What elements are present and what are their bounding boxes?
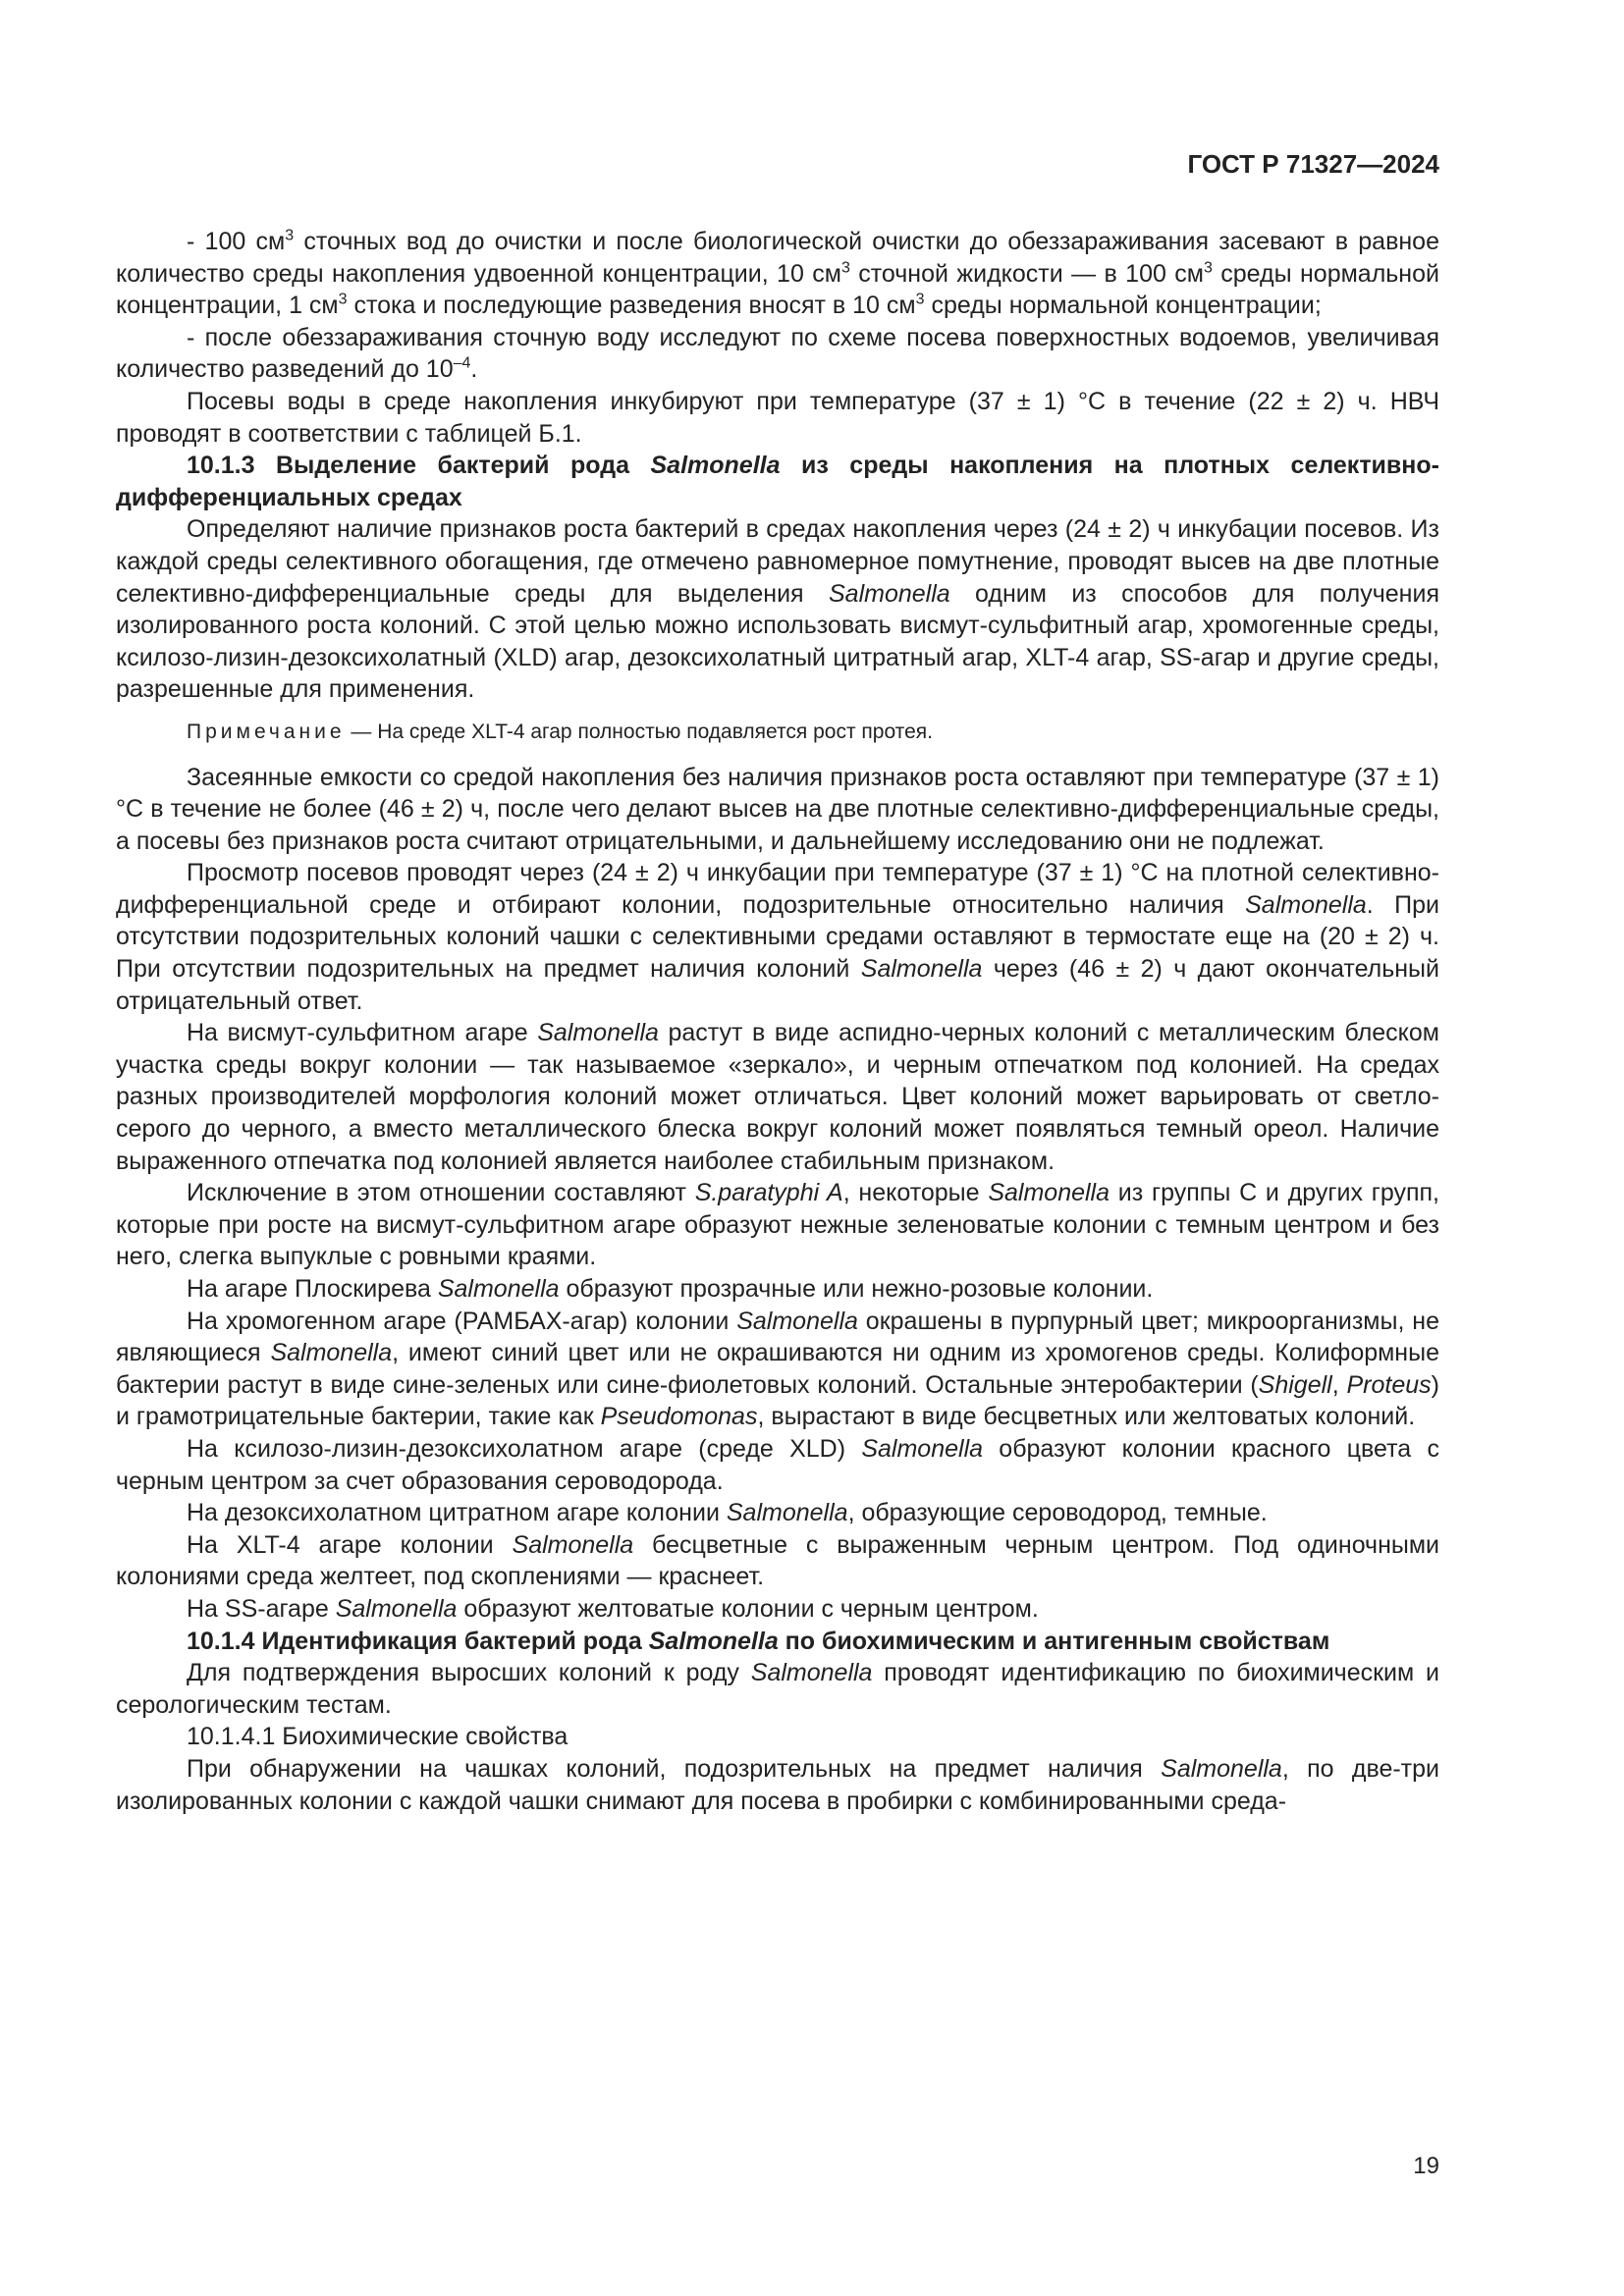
page-body	[116, 226, 1439, 1817]
standard-header: ГОСТ Р 71327—2024	[1187, 149, 1439, 179]
paragraph-after-disinfection: - после обеззараживания сточную воду исследуют по схеме посева поверхностных водоемов, увеличивая количество разведений до $10^{-4}$.	[116, 323, 1439, 384]
paragraph-xld-agar: На ксилозо-лизин-дезоксихолатном агаре (среде XLD) Salmonella образуют колонии красного цвета с черным центром за счет образования сероводорода.	[116, 1434, 1439, 1495]
paragraph-ploskirev-agar: На агаре Плоскирева Salmonella образуют прозрачные или нежно-розовые колонии.	[187, 1275, 1154, 1303]
paragraph-identification: Для подтверждения выросших колоний к роду Salmonella проводят идентификацию по биохимическим и серологическим тестам.	[116, 1659, 1440, 1719]
paragraph-xlt4-agar: На XLT-4 агаре колонии Salmonella бесцветные с выраженным черным центром. Под одиночными колониями среда желтеет, под скоплениями — краснеет.	[116, 1530, 1439, 1591]
section-heading-10-1-4: 10.1.4 Идентификация бактерий рода Salmonella по биохимическим и антигенным свойствам	[187, 1627, 1330, 1655]
paragraph-chromogenic-agar: На хромогенном агаре (РАМБАХ-агар) колонии Salmonella окрашены в пурпурный цвет; микроорганизмы, не являющиеся Salmonella, имеют синий цвет или не окрашиваются ни одним из хромогенов среды. Колиформные бактерии растут в виде сине-зеленых или сине-фиолетовых колоний. Остальные энтеробактерии (Shigell, Proteus) и грамотрицательные бактерии, такие как Pseudomonas, вырастают в виде бесцветных или желтоватых колоний.	[116, 1307, 1439, 1431]
section-heading-10-1-3: 10.1.3 Выделение бактерий рода Salmonella из среды накопления на плотных селективно-дифференциальных средах	[116, 452, 1439, 511]
paragraph-selective-media: Определяют наличие признаков роста бактерий в средах накопления через (24 ± 2) ч инкубации посевов. Из каждой среды селективного обогащения, где отмечено равномерное помутнение, проводят высев на две плотные селективно-дифференциальные среды для выделения Salmonella одним из способов для получения изолированного роста колоний. С этой целью можно использовать висмут-сульфитный агар, хромогенные среды, ксилозо-лизин-дезоксихолатный (XLD) агар, дезоксихолатный цитратный агар, XLT-4 агар, SS-агар и другие среды, разрешенные для применения.	[116, 515, 1439, 704]
paragraph-deoxycholate-agar: На дезоксихолатном цитратном агаре колонии Salmonella, образующие сероводород, темные.	[187, 1499, 1268, 1527]
note-xlt4: Примечание — На среде XLT-4 агар полностью подавляется рост протея.	[187, 720, 933, 743]
paragraph-ss-agar: На SS-агаре Salmonella образуют желтоватые колонии с черным центром.	[187, 1594, 1039, 1623]
paragraph-no-growth: Засеянные емкости со средой накопления без наличия признаков роста оставляют при температуре (37 ± 1) °С в течение не более (46 ± 2) ч, после чего делают высев на две плотные селективно-дифференциальные среды, а посевы без признаков роста считают отрицательными, и дальнейшему исследованию они не подлежат.	[116, 763, 1439, 855]
paragraph-review-cultures: Просмотр посевов проводят через (24 ± 2) ч инкубации при температуре (37 ± 1) °С на плотной селективно-дифференциальной среде и отбирают колонии, подозрительные относительно наличия Salmonella. При отсутствии подозрительных колоний чашки с селективными средами оставляют в термостате еще на (20 ± 2) ч. При отсутствии подозрительных на предмет наличия колоний Salmonella через (46 ± 2) ч дают окончательный отрицательный ответ.	[116, 859, 1439, 1015]
subsection-heading-10-1-4-1: 10.1.4.1 Биохимические свойства	[187, 1723, 568, 1751]
paragraph-exception: Исключение в этом отношении составляют S.paratyphi A, некоторые Salmonella из группы С и других групп, которые при росте на висмут-сульфитном агаре образуют нежные зеленоватые колонии с темным центром и без него, слегка выпуклые с ровными краями.	[116, 1179, 1439, 1271]
paragraph-colony-selection: При обнаружении на чашках колоний, подозрительных на предмет наличия Salmonella, по две-три изолированных колонии с каждой чашки снимают для посева в пробирки с комбинированными среда-	[116, 1754, 1439, 1815]
page-number: 19	[1413, 2153, 1439, 2179]
paragraph-bismuth-sulfite: На висмут-сульфитном агаре Salmonella растут в виде аспидно-черных колоний с металлическим блеском участка среды вокруг колонии — так называемое «зеркало», и черным отпечатком под колонией. На средах разных производителей морфология колоний может отличаться. Цвет колоний может варьировать от светло-серого до черного, а вместо металлического блеска вокруг колоний может появляться темный ореол. Наличие выраженного отпечатка под колонией является наиболее стабильным признаком.	[116, 1019, 1439, 1175]
paragraph-raw-wastewater-inoculation: - 100 $см^3$ сточных вод до очистки и после биологической очистки до обеззараживания засевают в равное количество среды накопления удвоенной концентрации, 10 $см^3$ сточной жидкости — в 100 $см^3$ среды нормальной концентрации, 1 $см^3$ стока и последующие разведения вносят в 10 $см^3$ среды нормальной концентрации;	[116, 227, 1439, 320]
paragraph-incubation: Посевы воды в среде накопления инкубируют при температуре (37 ± 1) °С в течение (22 ± 2) ч. НВЧ проводят в соответствии с таблицей Б.1.	[116, 387, 1439, 448]
